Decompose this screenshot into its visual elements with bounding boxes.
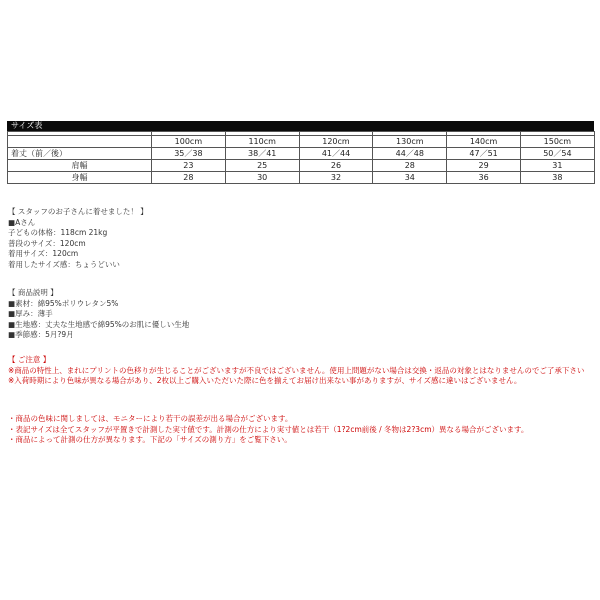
table-cell: 28 bbox=[152, 172, 226, 184]
staff-review-section bbox=[8, 207, 148, 271]
caution-heading: 【 ご注意 】 bbox=[8, 355, 51, 364]
row-label: 身幅 bbox=[8, 172, 152, 184]
header-cell: 110cm bbox=[225, 136, 299, 148]
row-label: 肩幅 bbox=[8, 160, 152, 172]
table-cell: 47／51 bbox=[447, 148, 521, 160]
table-cell: 44／48 bbox=[373, 148, 447, 160]
staff-heading: 【 スタッフのお子さんに着せました！ 】 bbox=[8, 207, 148, 216]
staff-usual-size: 普段のサイズ：120cm bbox=[8, 238, 86, 248]
table-row bbox=[8, 148, 595, 160]
table-header-row bbox=[8, 136, 595, 148]
table-cell: 38 bbox=[520, 172, 594, 184]
header-cell: 140cm bbox=[447, 136, 521, 148]
note-item: ・商品によって計測の仕方が異なります。下記の「サイズの測り方」をご覧下さい。 bbox=[8, 435, 292, 445]
table-cell: 26 bbox=[299, 160, 373, 172]
staff-name: ■Aさん bbox=[8, 217, 36, 227]
size-chart-title: サイズ表 bbox=[7, 121, 594, 131]
table-row bbox=[8, 160, 595, 172]
row-label: 着丈（前／後） bbox=[8, 148, 152, 160]
note-item: ・商品の色味に関しましては、モニターにより若干の誤差が出る場合がございます。 bbox=[8, 414, 293, 423]
staff-child-body: 子どもの体格：118cm 21kg bbox=[8, 228, 108, 238]
table-cell: 38／41 bbox=[225, 148, 299, 160]
caution-note: ※商品の特性上、まれにプリントの色移りが生じることがございますが不良ではございません。使用上問題がない場合は交換・返品の対象とはなりませんのでご了承下さい bbox=[8, 365, 585, 375]
table-cell: 36 bbox=[447, 172, 521, 184]
product-thickness: ■厚み：薄手 bbox=[8, 309, 53, 319]
header-cell: 100cm bbox=[152, 136, 226, 148]
table-cell: 28 bbox=[373, 160, 447, 172]
product-season: ■季節感：5月?9月 bbox=[8, 330, 74, 340]
staff-worn-size: 着用サイズ：120cm bbox=[8, 249, 79, 259]
product-heading: 【 商品説明 】 bbox=[8, 288, 58, 297]
table-cell: 29 bbox=[447, 160, 521, 172]
size-table bbox=[7, 131, 595, 184]
caution-note: ※入荷時期により色味が異なる場合があり、2枚以上ご購入いただいた際に色を揃えてお届け出来ない事がありますが、サイズ感に違いはございません。 bbox=[8, 376, 522, 386]
product-description-section bbox=[8, 288, 189, 341]
product-texture: ■生地感：丈夫な生地感で綿95%のお肌に優しい生地 bbox=[8, 319, 190, 329]
header-cell: 150cm bbox=[520, 136, 594, 148]
table-row bbox=[8, 172, 595, 184]
notes-section bbox=[8, 414, 528, 446]
header-cell: 130cm bbox=[373, 136, 447, 148]
table-cell: 35／38 bbox=[152, 148, 226, 160]
product-material: ■素材：綿95%ポリウレタン5% bbox=[8, 298, 119, 308]
header-cell bbox=[8, 136, 152, 148]
staff-fit: 着用したサイズ感：ちょうどいい bbox=[8, 259, 120, 269]
table-cell: 30 bbox=[225, 172, 299, 184]
table-cell: 31 bbox=[520, 160, 594, 172]
header-cell: 120cm bbox=[299, 136, 373, 148]
table-cell: 23 bbox=[152, 160, 226, 172]
note-item: ・表記サイズは全てスタッフが平置きで計測した実寸値です。計測の仕方により実寸値とは若干（1?2cm前後 / 冬物は2?3cm）異なる場合がございます。 bbox=[8, 424, 529, 434]
table-cell: 41／44 bbox=[299, 148, 373, 160]
size-chart bbox=[7, 121, 594, 184]
caution-section bbox=[8, 355, 584, 387]
table-cell: 50／54 bbox=[520, 148, 594, 160]
table-cell: 25 bbox=[225, 160, 299, 172]
table-cell: 32 bbox=[299, 172, 373, 184]
table-cell: 34 bbox=[373, 172, 447, 184]
